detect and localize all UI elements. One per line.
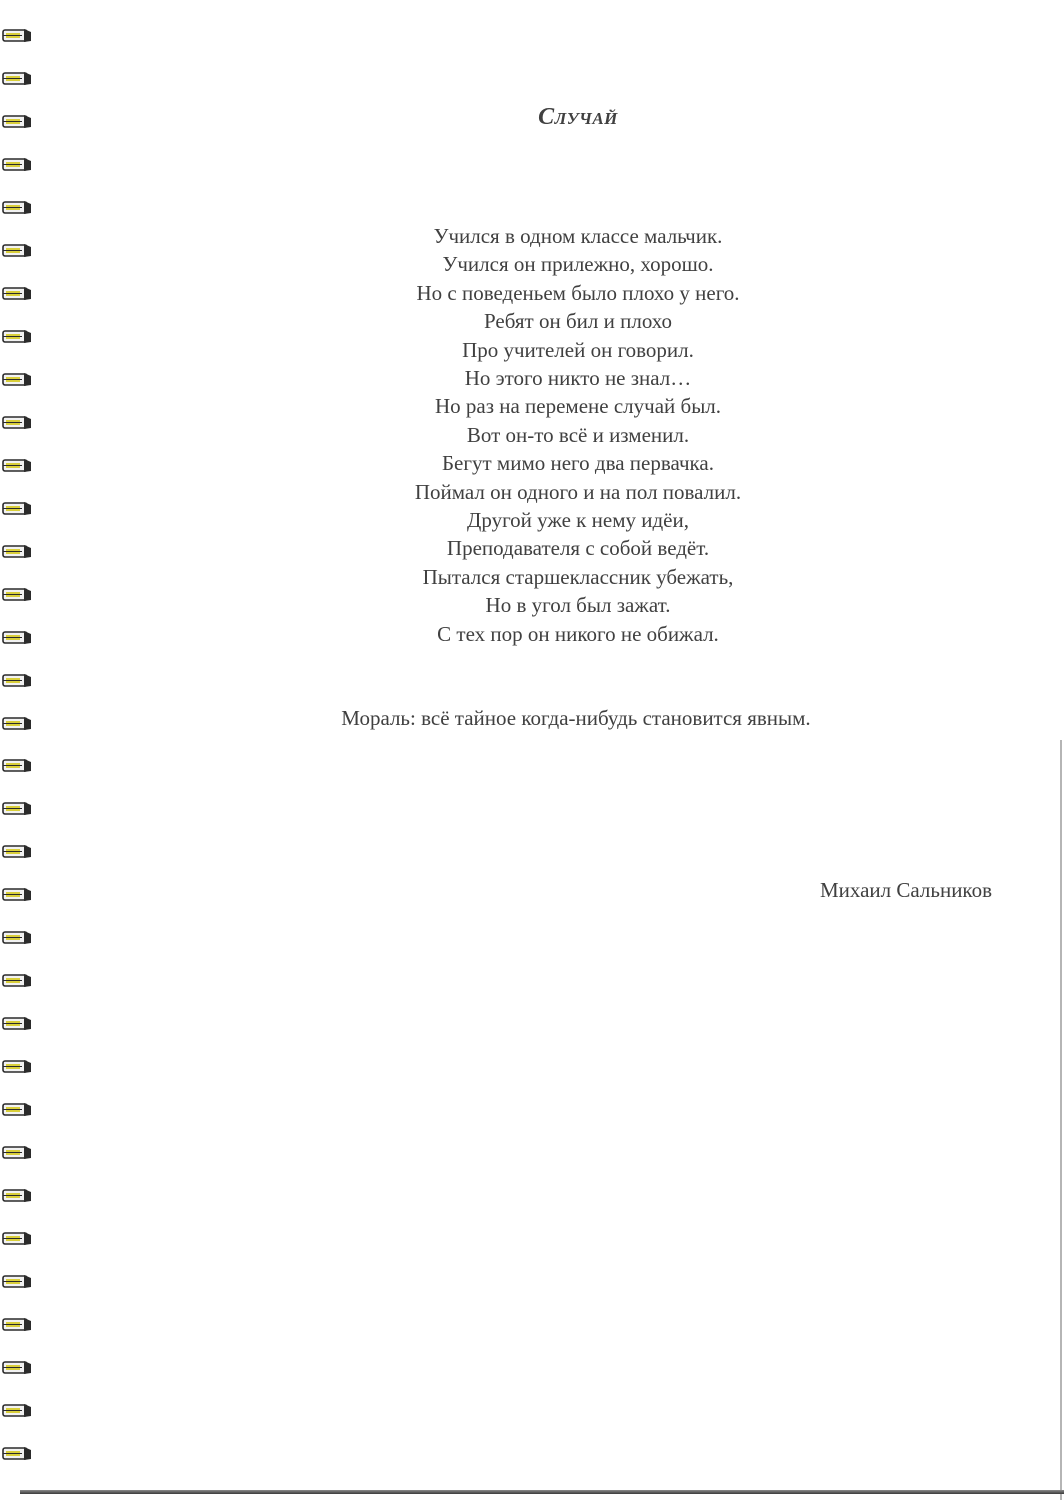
poem-line: С тех пор он никого не обижал. xyxy=(437,621,719,646)
poem-body xyxy=(0,222,1064,648)
binding-ring-icon xyxy=(2,26,32,44)
poem-line: Но раз на перемене случай был. xyxy=(434,394,722,419)
poem-line: Вот он-то всё и изменил. xyxy=(466,422,690,447)
binding-ring-icon xyxy=(2,799,32,817)
binding-ring-icon xyxy=(2,1100,32,1118)
binding-ring-icon xyxy=(2,1057,32,1075)
binding-ring-icon xyxy=(2,1358,32,1376)
poem-moral: Мораль: всё тайное когда-нибудь становится явным. xyxy=(341,706,811,730)
poem-line: Поймал он одного и на пол повалил. xyxy=(414,479,742,504)
poem-line: Преподавателя с собой ведёт. xyxy=(446,536,710,561)
author-name: Михаил Сальников xyxy=(819,878,992,902)
binding-ring-icon xyxy=(2,971,32,989)
binding-ring-icon xyxy=(2,756,32,774)
binding-ring-icon xyxy=(2,1143,32,1161)
binding-ring-icon xyxy=(2,1014,32,1032)
binding-ring-icon xyxy=(2,671,32,689)
poem-line: Про учителей он говорил. xyxy=(462,337,694,362)
binding-ring-icon xyxy=(2,1186,32,1204)
poem-line: Но с поведеньем было плохо у него. xyxy=(416,280,740,305)
poem-line: Бегут мимо него два первачка. xyxy=(442,451,714,476)
page-edge-bottom xyxy=(20,1490,1064,1494)
poem-line: Но в угол был зажат. xyxy=(485,593,671,618)
poem-line: Учился в одном классе мальчик. xyxy=(433,224,723,248)
binding-ring-icon xyxy=(2,198,32,216)
poem-line: Другой уже к нему идёи, xyxy=(467,508,689,533)
binding-ring-icon xyxy=(2,1272,32,1290)
poem-line: Учился он прилежно, хорошо. xyxy=(442,252,714,277)
binding-ring-icon xyxy=(2,885,32,903)
binding-ring-icon xyxy=(2,155,32,173)
poem-line: Но этого никто не знал… xyxy=(464,366,692,391)
binding-ring-icon xyxy=(2,928,32,946)
poem-line: Пытался старшеклассник убежать, xyxy=(422,564,734,589)
document-title: Случай xyxy=(538,104,618,130)
binding-ring-icon xyxy=(2,1444,32,1462)
binding-ring-icon xyxy=(2,1315,32,1333)
binding-ring-icon xyxy=(2,69,32,87)
page-edge-right xyxy=(1060,740,1062,1500)
poem-line: Ребят он бил и плохо xyxy=(484,309,672,334)
binding-ring-icon xyxy=(2,1229,32,1247)
binding-ring-icon xyxy=(2,842,32,860)
binding-ring-icon xyxy=(2,1401,32,1419)
